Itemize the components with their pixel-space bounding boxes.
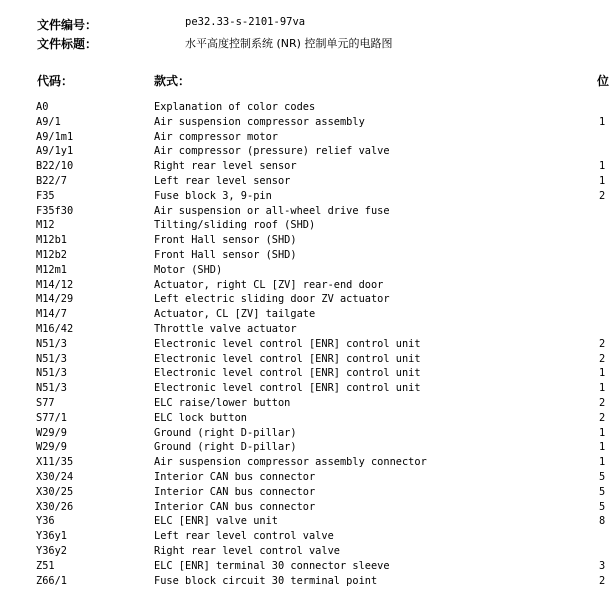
row-extra: 2	[599, 411, 606, 424]
row-description: ELC raise/lower button	[154, 396, 291, 409]
row-extra: 2	[599, 352, 606, 365]
row-description: Air compressor (pressure) relief valve	[154, 145, 390, 158]
row-extra: 2	[599, 337, 606, 350]
table-row	[0, 292, 603, 307]
table-row	[0, 455, 606, 470]
third-column-header: 位	[597, 74, 609, 88]
row-description: Fuse block circuit 30 terminal point	[154, 574, 378, 587]
row-extra: 1	[599, 441, 606, 454]
row-extra: 1	[599, 174, 606, 187]
row-description: Tilting/sliding roof (SHD)	[154, 219, 316, 232]
row-code: F35	[36, 189, 55, 202]
row-extra: 2	[599, 189, 606, 202]
table-row	[0, 396, 606, 411]
table-row	[0, 248, 603, 263]
row-description: Front Hall sensor (SHD)	[154, 248, 297, 261]
row-code: W29/9	[36, 426, 67, 439]
table-row	[0, 278, 603, 293]
table-row	[0, 485, 606, 500]
row-extra: 8	[599, 515, 606, 528]
row-description: Air compressor motor	[154, 130, 278, 143]
row-description: Interior CAN bus connector	[154, 470, 316, 483]
row-description: Electronic level control [ENR] control unit	[154, 382, 421, 395]
row-code: Y36y2	[36, 544, 67, 557]
row-code: F35f30	[36, 204, 74, 217]
row-extra: 2	[599, 574, 606, 587]
row-description: Interior CAN bus connector	[154, 485, 316, 498]
row-description: Electronic level control [ENR] control unit	[154, 352, 421, 365]
row-description: Motor (SHD)	[154, 263, 223, 276]
row-description: Electronic level control [ENR] control unit	[154, 337, 421, 350]
row-code: M14/7	[36, 308, 67, 321]
table-row	[0, 174, 606, 189]
row-extra: 1	[599, 426, 606, 439]
table-row	[0, 559, 606, 574]
doc-number-label: 文件编号：	[37, 18, 98, 32]
row-extra: 1	[599, 456, 606, 469]
row-code: M12	[36, 219, 55, 232]
row-code: M16/42	[36, 322, 74, 335]
row-code: X30/24	[36, 470, 74, 483]
row-extra: 5	[599, 470, 606, 483]
row-code: X30/25	[36, 485, 74, 498]
table-row	[0, 544, 603, 559]
table-row	[0, 470, 606, 485]
row-description: Front Hall sensor (SHD)	[154, 234, 297, 247]
row-code: N51/3	[36, 367, 67, 380]
table-row	[0, 144, 603, 159]
table-row	[0, 514, 606, 529]
row-extra: 3	[599, 559, 606, 572]
row-code: A9/1y1	[36, 145, 74, 158]
table-row	[0, 440, 606, 455]
table-row	[0, 500, 606, 515]
row-code: Y36	[36, 515, 55, 528]
row-code: Z66/1	[36, 574, 67, 587]
doc-number-value: pe32.33-s-2101-97va	[185, 16, 306, 28]
row-code: B22/10	[36, 160, 74, 173]
doc-title-value: 水平高度控制系统 (NR) 控制单元的电路图	[185, 37, 393, 50]
table-row	[0, 218, 603, 233]
table-row	[0, 115, 606, 130]
code-column-header: 代码：	[37, 74, 74, 88]
row-extra: 1	[599, 160, 606, 173]
row-description: Actuator, right CL [ZV] rear-end door	[154, 278, 384, 291]
row-extra: 1	[599, 382, 606, 395]
row-code: S77/1	[36, 411, 67, 424]
table-row	[0, 204, 603, 219]
parts-list	[0, 100, 606, 588]
row-code: W29/9	[36, 441, 67, 454]
row-description: Ground (right D-pillar)	[154, 426, 297, 439]
row-extra: 5	[599, 485, 606, 498]
table-row	[0, 233, 603, 248]
row-description: Air suspension or all-wheel drive fuse	[154, 204, 390, 217]
row-code: N51/3	[36, 337, 67, 350]
doc-title-label: 文件标题：	[37, 37, 98, 51]
row-description: Left electric sliding door ZV actuator	[154, 293, 390, 306]
table-row	[0, 100, 603, 115]
table-row	[0, 574, 606, 589]
row-description: Explanation of color codes	[154, 101, 316, 113]
table-row	[0, 130, 603, 145]
row-description: Electronic level control [ENR] control unit	[154, 367, 421, 380]
table-row	[0, 529, 603, 544]
row-extra: 2	[599, 396, 606, 409]
row-description: Left rear level control valve	[154, 530, 334, 543]
row-code: A9/1	[36, 115, 61, 128]
row-description: Right rear level control valve	[154, 544, 340, 557]
row-extra: 5	[599, 500, 606, 513]
row-description: Air suspension compressor assembly connector	[154, 456, 427, 469]
row-code: M14/29	[36, 293, 74, 306]
row-code: N51/3	[36, 382, 67, 395]
table-row	[0, 189, 606, 204]
row-code: M14/12	[36, 278, 74, 291]
row-code: M12b2	[36, 248, 67, 261]
row-code: X11/35	[36, 456, 74, 469]
row-code: N51/3	[36, 352, 67, 365]
table-row	[0, 322, 603, 337]
description-column-header: 款式：	[154, 74, 191, 88]
row-code: Y36y1	[36, 530, 67, 543]
row-code: A9/1m1	[36, 130, 74, 143]
row-description: Ground (right D-pillar)	[154, 441, 297, 454]
table-row	[0, 366, 606, 381]
row-code: X30/26	[36, 500, 74, 513]
table-row	[0, 337, 606, 352]
row-description: Fuse block 3, 9-pin	[154, 189, 272, 202]
table-row	[0, 159, 606, 174]
row-description: Actuator, CL [ZV] tailgate	[154, 308, 316, 321]
table-row	[0, 411, 606, 426]
row-code: S77	[36, 396, 55, 409]
row-code: M12b1	[36, 234, 67, 247]
row-description: Right rear level sensor	[154, 160, 297, 173]
row-code: M12m1	[36, 263, 67, 276]
table-row	[0, 307, 603, 322]
row-description: Left rear level sensor	[154, 174, 291, 187]
row-description: ELC [ENR] valve unit	[154, 515, 278, 528]
table-row	[0, 352, 606, 367]
row-extra: 1	[599, 115, 606, 128]
row-code: Z51	[36, 559, 55, 572]
row-description: Interior CAN bus connector	[154, 500, 316, 513]
row-code: A0	[36, 101, 49, 113]
row-description: ELC lock button	[154, 411, 247, 424]
table-row	[0, 381, 606, 396]
table-row	[0, 426, 606, 441]
row-description: ELC [ENR] terminal 30 connector sleeve	[154, 559, 390, 572]
row-description: Air suspension compressor assembly	[154, 115, 365, 128]
row-code: B22/7	[36, 174, 67, 187]
row-extra: 1	[599, 367, 606, 380]
row-description: Throttle valve actuator	[154, 322, 297, 335]
table-row	[0, 263, 603, 278]
